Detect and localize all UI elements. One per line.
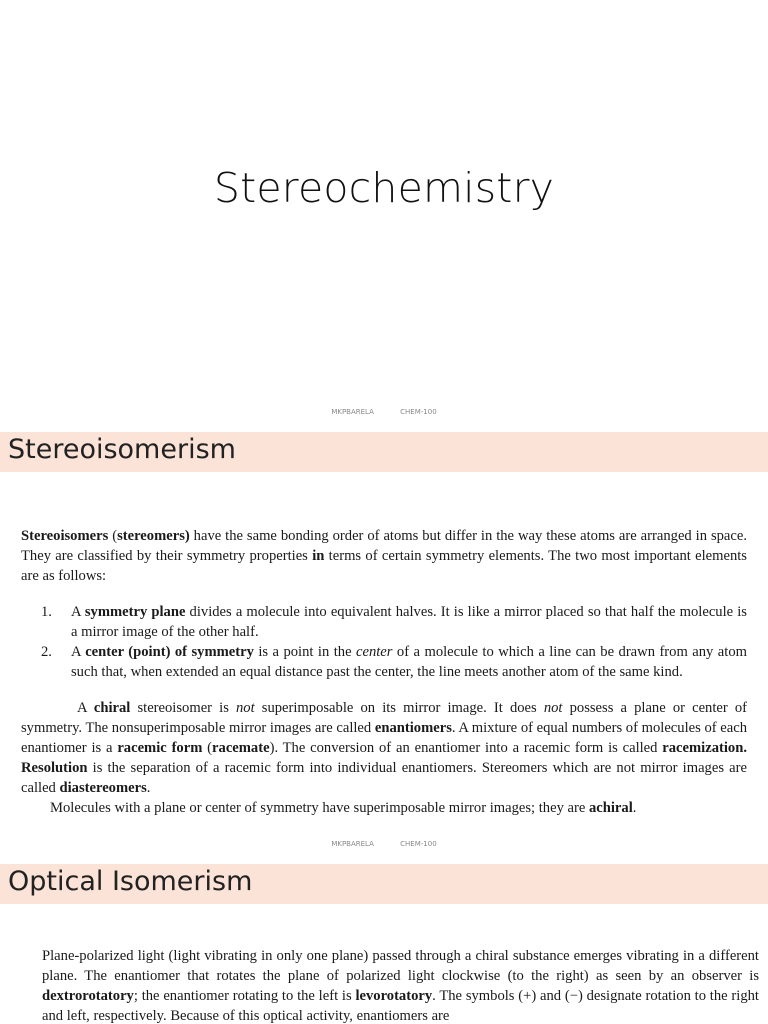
text-run: Plane-polarized light (light vibrating in only one plane) passed through a chiral substance emerges vibrating in a different plane. The enantiomer that rotates the plane of polarized light clockwise (to the right) as seen by an observer is — [42, 948, 759, 984]
italic-term: not — [543, 700, 563, 716]
optical-paragraph — [42, 946, 759, 1024]
list-text — [71, 604, 747, 640]
bold-term: stereomers) — [117, 528, 190, 544]
bold-term: racemic form — [117, 740, 203, 756]
slide-body — [42, 946, 759, 1024]
text-run: ( — [202, 740, 213, 756]
text-run: stereoisomer is — [130, 700, 236, 716]
bold-term: levorotatory — [355, 988, 433, 1004]
text-run: . — [632, 800, 637, 816]
text-run: A — [77, 700, 94, 716]
slide-heading: Stereoisomerism — [8, 434, 236, 465]
list-item — [21, 642, 747, 682]
bold-term: racemate — [212, 740, 270, 756]
list-number: 1. — [41, 604, 52, 620]
text-run: is a point in the — [253, 644, 356, 660]
bold-term: achiral — [588, 800, 633, 816]
text-run: . — [146, 780, 151, 796]
slide-body — [21, 526, 747, 818]
italic-term: center — [356, 644, 393, 660]
text-run: terms of certain symmetry elements. The two most important elements are as follows: — [21, 548, 747, 584]
text-run: ( — [108, 528, 118, 544]
text-run: ; the enantiomer rotating to the left is — [133, 988, 356, 1004]
title-slide — [0, 0, 768, 432]
bold-term: dextrorotatory — [42, 988, 134, 1004]
list-text — [71, 644, 747, 680]
optical-isomerism-slide — [0, 864, 768, 1024]
footer-course: CHEM-100 — [400, 840, 437, 848]
italic-term: not — [236, 700, 255, 716]
text-run: of a molecule to which a line can be drawn from any atom such that, when extended an equal distance past the center, the line meets another atom of the same kind. — [71, 644, 747, 680]
text-run: is the separation of a racemic form into individual enantiomers. Stereomers which are not mirror images are called — [21, 760, 747, 796]
stereoisomerism-slide — [0, 432, 768, 864]
achiral-paragraph — [21, 798, 747, 818]
bold-term: symmetry plane — [84, 604, 186, 620]
text-run: have the same bonding order of atoms but differ in the way these atoms are arranged in space. They are classified by their symmetry properties — [21, 528, 748, 564]
footer-author: MKPBARELA — [331, 408, 374, 416]
text-run: . The symbols (+) and (−) designate rotation to the right and left, respectively. Because of this optical activity, enantiomers are — [42, 988, 759, 1024]
chiral-paragraph — [21, 698, 747, 798]
footer-author: MKPBARELA — [331, 840, 374, 848]
bold-term: racemization. Resolution — [21, 740, 747, 776]
heading-band — [0, 864, 768, 904]
footer-course: CHEM-100 — [400, 408, 437, 416]
slide-footer — [0, 408, 768, 416]
text-run: A — [71, 644, 86, 660]
list-item — [21, 602, 747, 642]
slide-title: Stereochemistry — [213, 164, 555, 212]
intro-paragraph — [21, 526, 747, 586]
text-run: divides a molecule into equivalent halves. It is like a mirror placed so that half the molecule is a mirror image of the other half. — [71, 604, 747, 640]
heading-band — [0, 432, 768, 472]
text-run: . A mixture of equal numbers of molecules of each enantiomer is a — [21, 720, 747, 756]
text-run: ). The conversion of an enantiomer into a racemic form is called — [269, 740, 663, 756]
bold-term: center (point) of symmetry — [85, 644, 254, 660]
bold-term: chiral — [93, 700, 131, 716]
list-number: 2. — [41, 644, 52, 660]
text-run: A — [71, 604, 85, 620]
text-run: Molecules with a plane or center of symmetry have superimposable mirror images; they are — [50, 800, 589, 816]
bold-term: enantiomers — [374, 720, 452, 736]
symmetry-list — [21, 602, 747, 682]
bold-term: in — [312, 548, 325, 564]
text-run: superimposable on its mirror image. It does — [254, 700, 544, 716]
slide-footer — [0, 840, 768, 848]
slide-heading: Optical Isomerism — [8, 866, 253, 897]
bold-term: diastereomers — [59, 780, 147, 796]
bold-term: Stereoisomers — [21, 528, 109, 544]
text-run: possess a plane or center of symmetry. The nonsuperimposable mirror images are called — [21, 700, 748, 736]
